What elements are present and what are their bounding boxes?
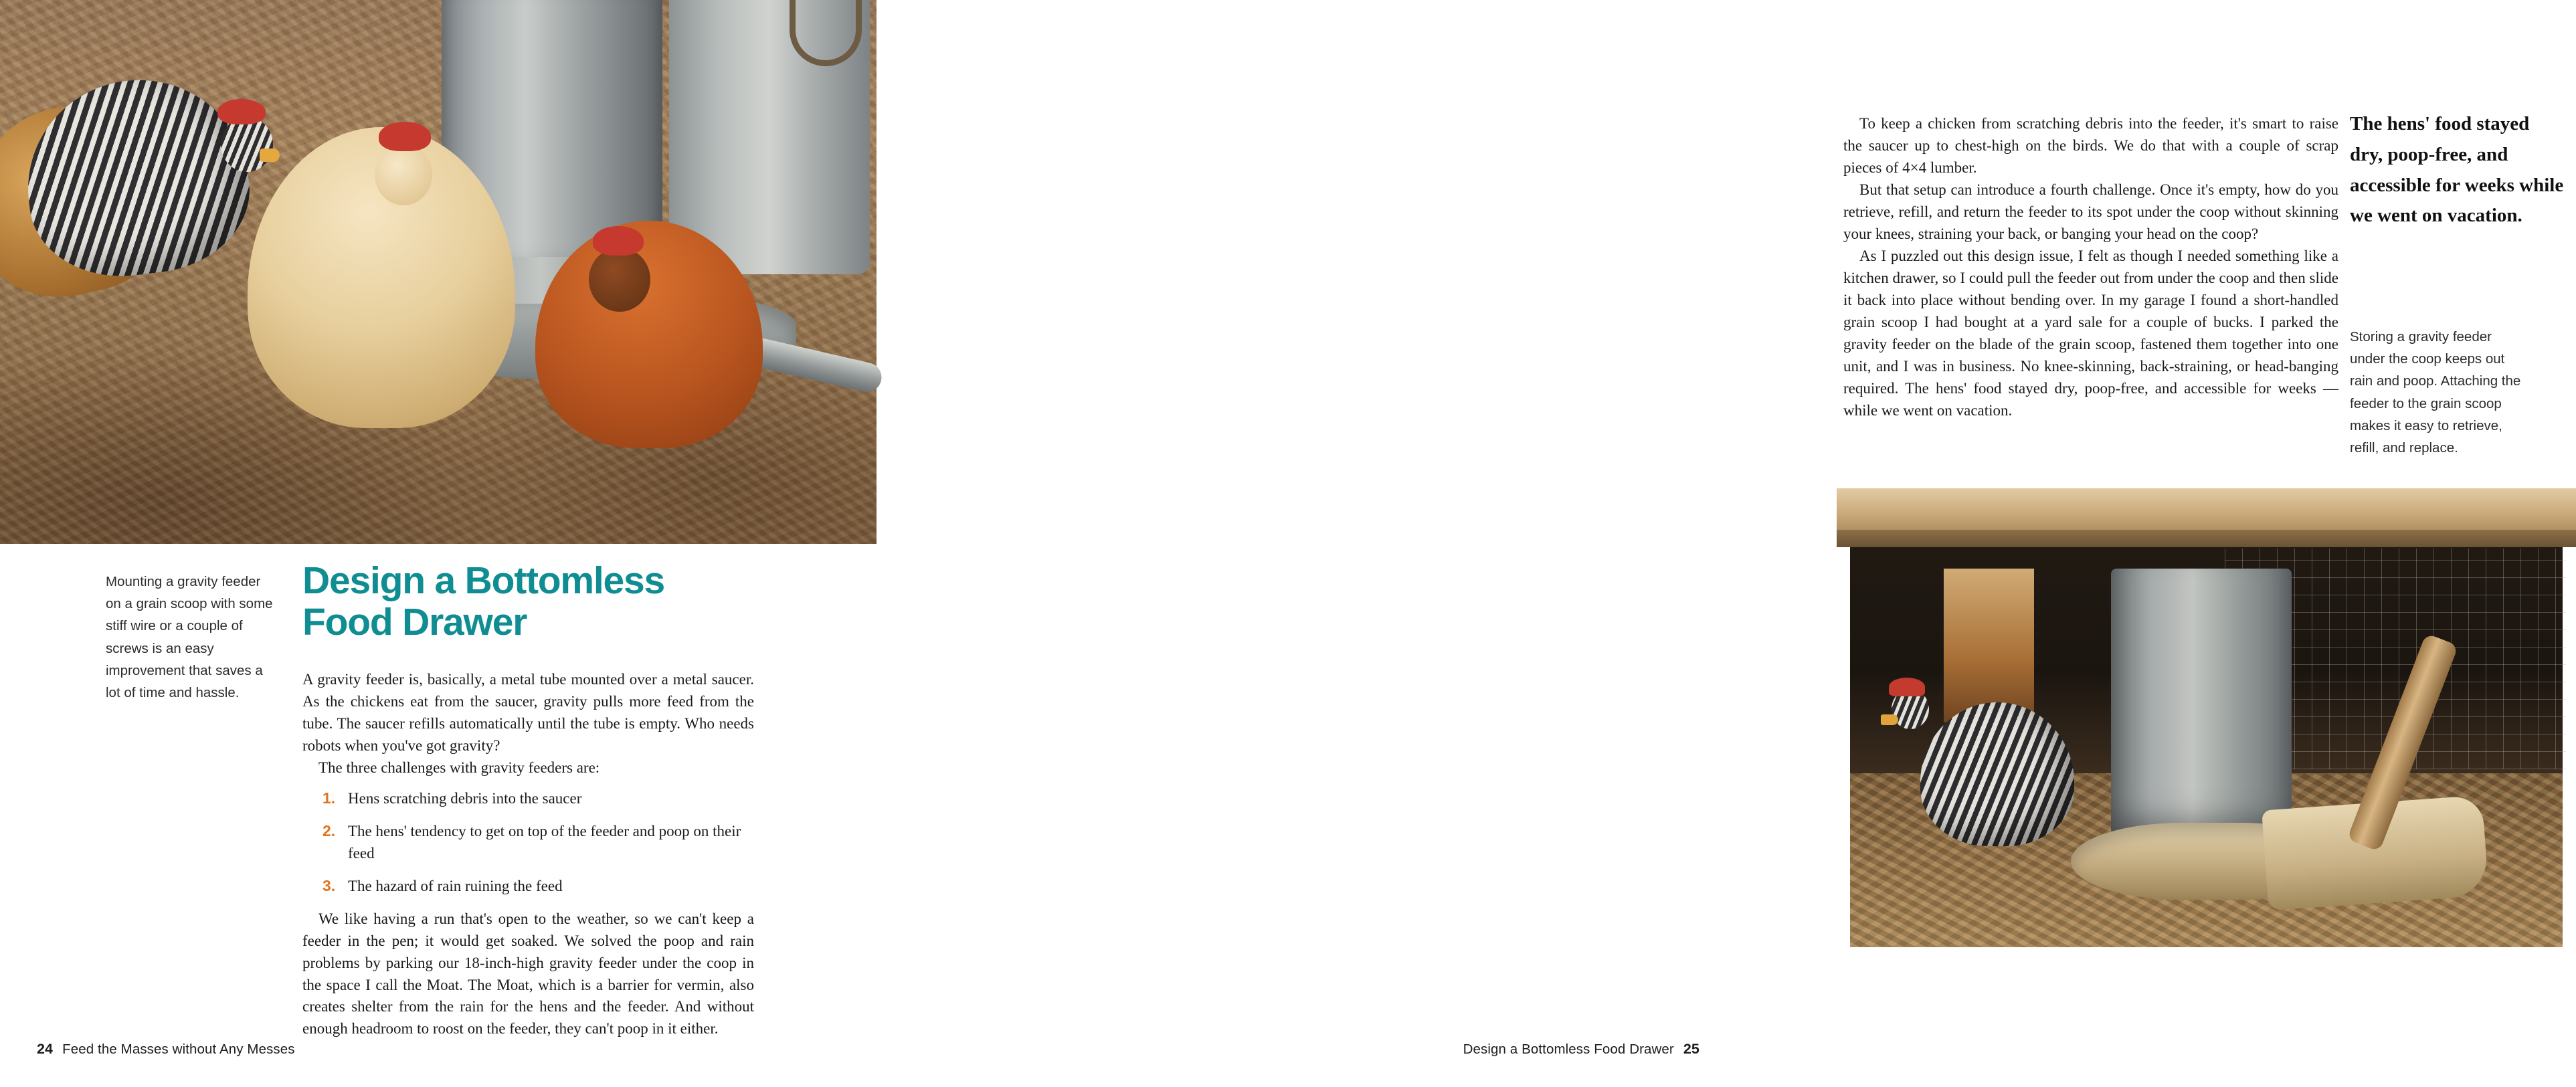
hen-comb — [1889, 678, 1925, 696]
list-item: The hazard of rain ruining the feed — [348, 878, 563, 894]
page-number: 24 — [37, 1041, 54, 1057]
list-item: The hens' tendency to get on top of the feeder and poop on their feed — [348, 823, 741, 862]
hen-red-comb — [593, 226, 644, 256]
coop-feeder-photo — [1850, 488, 2563, 947]
hen-beak — [1881, 714, 1898, 725]
left-body-text — [302, 669, 754, 1040]
coop-window-light — [1944, 569, 2034, 722]
running-head: Feed the Masses without Any Messes — [62, 1042, 295, 1057]
hen-barred-comb — [217, 99, 266, 124]
body-paragraph: As I puzzled out this design issue, I felt as though I needed something like a kitchen drawer, so I could pull the feeder out from under the coop and then slide it back into place without bending over. In my garage I found a short-handled grain scoop I had bought at a yard sale for a couple of bucks. I parked the gravity feeder on the blade of the grain scoop, fastened them together into one unit, and I was in business. No knee-skinning, back-straining, or head-banging required. The hens' food stayed dry, poop-free, and accessible for weeks — while we went on vacation. — [1843, 248, 2338, 419]
left-page — [0, 0, 870, 1087]
page-title-line-1: Design a Bottomless — [302, 559, 664, 602]
body-paragraph: To keep a chicken from scratching debris into the feeder, it's smart to raise the saucer up to chest-high on the birds. We do that with a couple of scrap pieces of 4×4 lumber. — [1843, 115, 2338, 176]
left-photo-caption: Mounting a gravity feeder on a grain scoop with some stiff wire or a couple of screws is an easy improvement that saves a lot of time and hassle. — [106, 574, 273, 701]
coop-floor-beam — [1837, 488, 2576, 535]
pull-quote: The hens' food stayed dry, poop-free, and accessible for weeks while we went on vacation. — [2350, 113, 2564, 227]
page-title — [302, 561, 771, 643]
body-paragraph: The three challenges with gravity feeders are: — [318, 759, 600, 776]
list-item: Hens scratching debris into the saucer — [348, 790, 582, 807]
gravity-feeder-tube — [2111, 569, 2292, 836]
hero-photo-chickens-feeder — [0, 0, 877, 544]
body-paragraph: A gravity feeder is, basically, a metal tube mounted over a metal saucer. As the chickens eat from the saucer, gravity pulls more feed from the tube. The saucer refills automatically until the tube is empty. Who needs robots when you've got gravity? — [302, 671, 754, 754]
hen-red-head — [589, 248, 650, 312]
right-page — [870, 0, 2564, 1087]
hen-barred-beak — [260, 149, 280, 162]
right-body-text — [1843, 112, 2338, 421]
hen-buff-comb — [379, 122, 431, 151]
left-page-footer — [37, 1041, 295, 1058]
page-number: 25 — [1683, 1041, 1699, 1057]
coop-floor-beam-shadow — [1837, 530, 2576, 547]
hen-barred-head — [221, 117, 273, 172]
page-title-line-2: Food Drawer — [302, 600, 527, 644]
running-head: Design a Bottomless Food Drawer — [1463, 1042, 1674, 1057]
body-paragraph: We like having a run that's open to the weather, so we can't keep a feeder in the pen; it would get soaked. We solved the poop and rain problems by parking our 18-inch-high gravity feeder under the coop in the space I call the Moat. The Moat, which is a barrier for vermin, also creates shelter from the rain for the hens and the feeder. And without enough headroom to roost on the feeder, they can't poop in it either. — [302, 910, 754, 1037]
challenges-list — [302, 788, 754, 898]
hen-buff-head — [375, 144, 432, 205]
body-paragraph: But that setup can introduce a fourth challenge. Once it's empty, how do you retrieve, refill, and return the feeder to its spot under the coop without skinning your knees, straining your back, or banging your head on the coop? — [1843, 181, 2338, 242]
right-page-footer — [1463, 1041, 1699, 1058]
right-photo-caption: Storing a gravity feeder under the coop keeps out rain and poop. Attaching the feeder to the grain scoop makes it easy to retrieve, refill, and replace. — [2350, 329, 2521, 456]
